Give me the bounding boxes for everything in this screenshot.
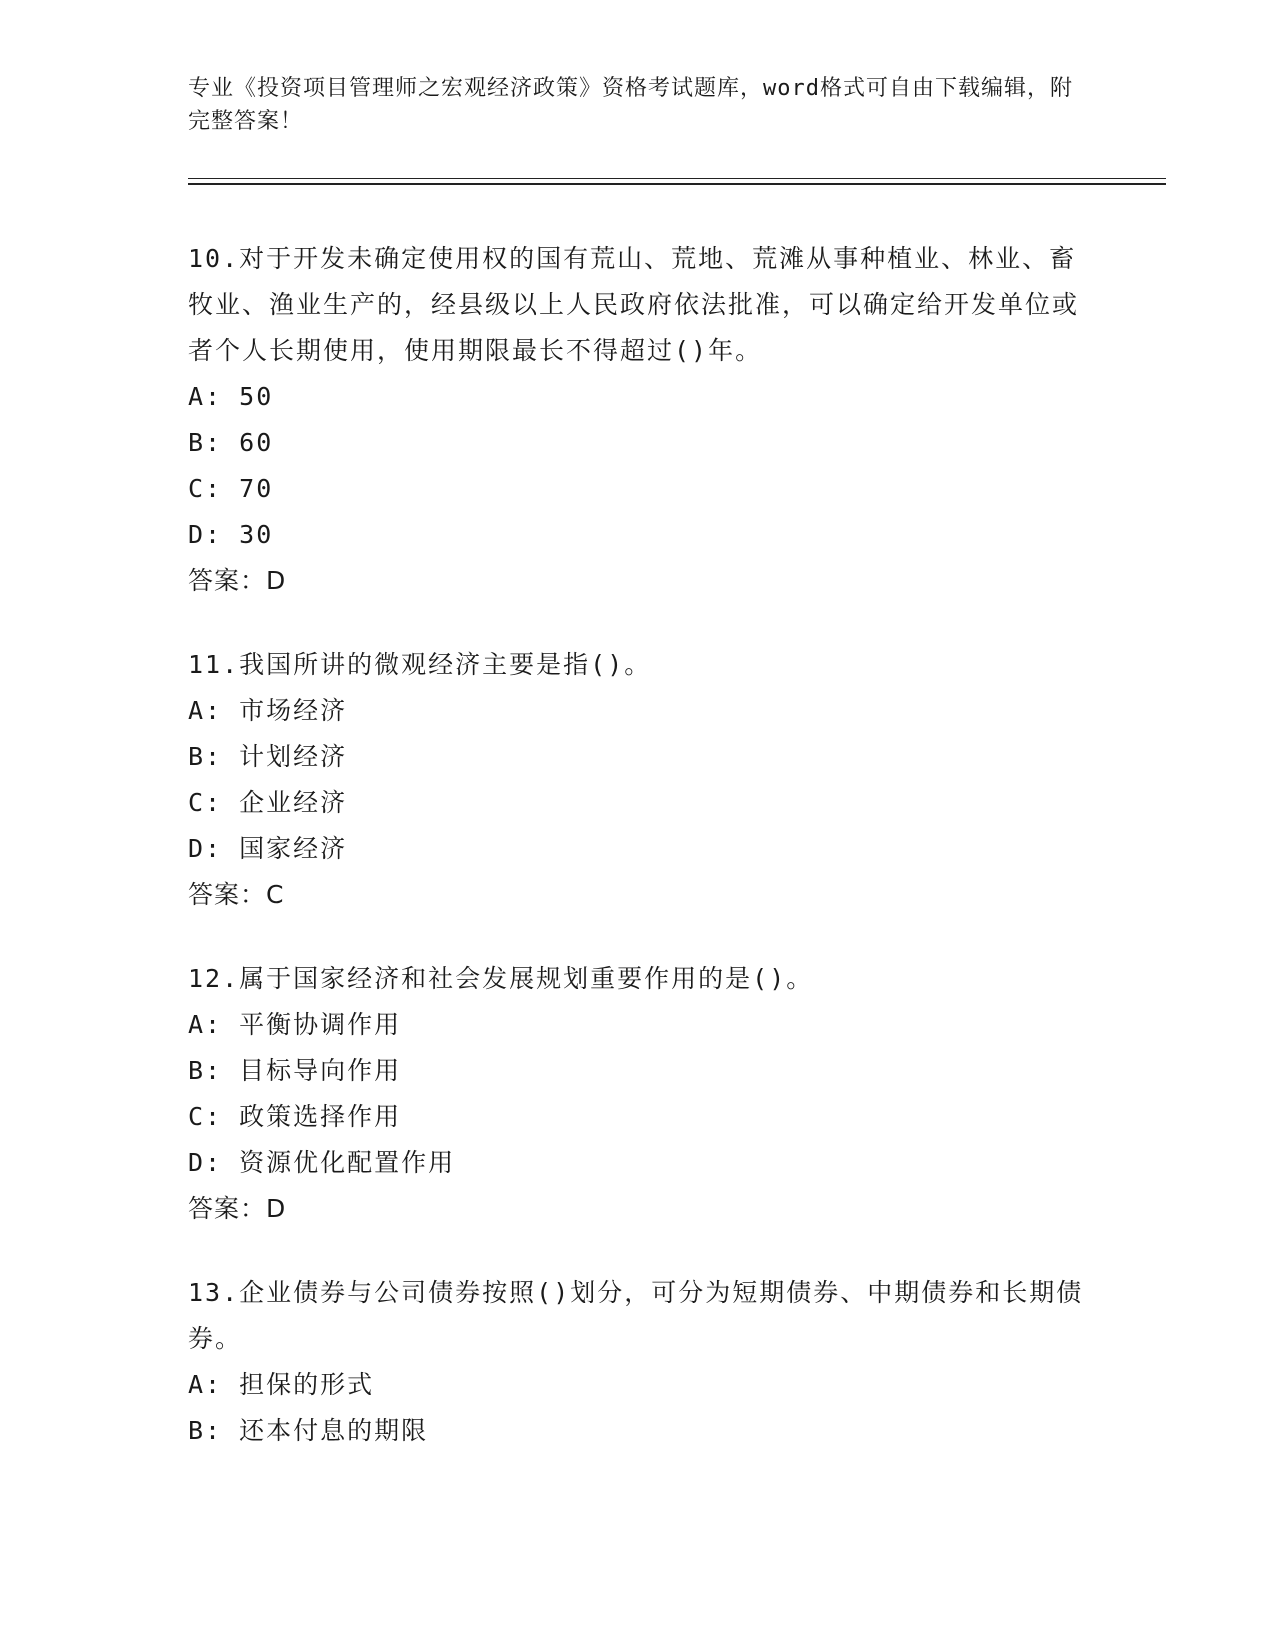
- answer-line: 答案：C: [188, 880, 285, 909]
- option-a: A: 市场经济: [188, 696, 348, 725]
- option-b: B: 60: [188, 428, 274, 457]
- question-list: [188, 236, 1088, 1492]
- question-11: [188, 642, 1088, 918]
- option-c: C: 70: [188, 474, 274, 503]
- document-header: 专业《投资项目管理师之宏观经济政策》资格考试题库，word格式可自由下载编辑，附完整答案！: [188, 76, 1073, 134]
- question-text: 10.对于开发未确定使用权的国有荒山、荒地、荒滩从事种植业、林业、畜牧业、渔业生产的，经县级以上人民政府依法批准，可以确定给开发单位或者个人长期使用，使用期限最长不得超过()年。: [188, 244, 1080, 365]
- question-text: 13.企业债券与公司债券按照()划分，可分为短期债券、中期债券和长期债券。: [188, 1278, 1084, 1353]
- question-text: 11.我国所讲的微观经济主要是指()。: [188, 650, 652, 679]
- question-10: [188, 236, 1088, 604]
- option-b: B: 还本付息的期限: [188, 1416, 429, 1445]
- question-text: 12.属于国家经济和社会发展规划重要作用的是()。: [188, 964, 814, 993]
- option-b: B: 目标导向作用: [188, 1056, 402, 1085]
- question-13: [188, 1270, 1088, 1454]
- header-divider-thick: [188, 183, 1166, 185]
- option-d: D: 30: [188, 520, 274, 549]
- answer-line: 答案：D: [188, 1194, 287, 1223]
- option-d: D: 国家经济: [188, 834, 348, 863]
- option-a: A: 50: [188, 382, 274, 411]
- question-12: [188, 956, 1088, 1232]
- option-b: B: 计划经济: [188, 742, 348, 771]
- option-c: C: 企业经济: [188, 788, 348, 817]
- option-d: D: 资源优化配置作用: [188, 1148, 456, 1177]
- option-a: A: 平衡协调作用: [188, 1010, 402, 1039]
- answer-line: 答案：D: [188, 566, 287, 595]
- option-c: C: 政策选择作用: [188, 1102, 402, 1131]
- option-a: A: 担保的形式: [188, 1370, 375, 1399]
- header-divider-thin: [188, 178, 1166, 179]
